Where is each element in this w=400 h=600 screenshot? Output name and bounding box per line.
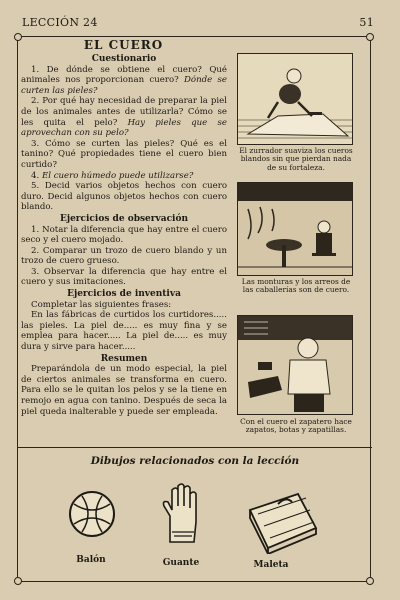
frame-corner bbox=[14, 577, 22, 585]
section-heading-resumen: Resumen bbox=[100, 353, 148, 364]
lesson-number: LECCIÓN 24 bbox=[22, 16, 98, 29]
ball-icon bbox=[66, 488, 118, 544]
glove-label: Guante bbox=[162, 558, 200, 568]
saddlery-workshop-illustration bbox=[237, 182, 353, 276]
illustration-caption: Las monturas y los arreos de las caballerías son de cuero. bbox=[241, 277, 351, 295]
section-divider bbox=[17, 447, 372, 448]
glove-icon bbox=[160, 482, 204, 550]
frame-corner bbox=[366, 577, 374, 585]
question-item: 5. Decid varios objetos hechos con cuero duro. Decid algunos objetos hechos con cuero blando. bbox=[21, 181, 227, 213]
page-number: 51 bbox=[359, 16, 374, 29]
inventiva-body: En las fábricas de curtidos los curtidores..... las pieles. La piel de..... es muy fina y se emplea para hacer..... La piel de..... es muy dura y sirve para hacer..... bbox=[21, 310, 227, 353]
illustration-caption: Con el cuero el zapatero hace zapatos, botas y zapatillas. bbox=[240, 417, 352, 435]
question-item: 1. De dónde se obtiene el cuero? Qué animales nos proporcionan cuero? Dónde se curten las pieles? bbox=[21, 64, 228, 96]
section-heading-inventiva: Ejercicios de inventiva bbox=[67, 289, 181, 300]
exercise-item: 3. Observar la diferencia que hay entre el cuero y sus imitaciones. bbox=[21, 266, 227, 288]
page-title: EL CUERO bbox=[83, 38, 164, 52]
section-heading-observacion: Ejercicios de observación bbox=[59, 213, 189, 224]
section-heading-cuestionario: Cuestionario bbox=[91, 54, 157, 64]
shoemaker-illustration bbox=[237, 315, 353, 415]
inventiva-intro: Completar las siguientes frases: bbox=[31, 299, 172, 310]
currier-scraping-hide-illustration bbox=[237, 53, 353, 145]
question-item: 3. Cómo se curten las pieles? Qué es el tanino? Qué propiedades tiene el cuero bien curtido? bbox=[21, 138, 227, 170]
related-drawings-heading: Dibujos relacionados con la lección bbox=[90, 455, 300, 467]
suitcase-icon bbox=[244, 488, 320, 558]
question-item: 2. Por qué hay necesidad de preparar la piel de los animales antes de utilizarla? Cómo se les quita el pelo? Hay pieles que se aprovechan con su pelo? bbox=[21, 96, 227, 139]
question-item: 4. El cuero húmedo puede utilizarse? bbox=[31, 170, 194, 181]
text-column bbox=[21, 53, 227, 417]
illustration-caption: El zurrador suaviza los cueros blandos sin que pierdan nada de su fortaleza. bbox=[239, 146, 353, 172]
exercise-item: 1. Notar la diferencia que hay entre el cuero seco y el cuero mojado. bbox=[21, 224, 227, 246]
resumen-body: Preparándola de un modo especial, la piel de ciertos animales se transforma en cuero. Para ello se le quitan los pelos y se la tiene en remojo en agua con tanino. Después de seca la piel queda inalterable y puede ser empleada. bbox=[21, 364, 227, 417]
ball-label: Balón bbox=[76, 555, 106, 565]
suitcase-label: Maleta bbox=[253, 560, 289, 570]
frame-corner bbox=[366, 33, 374, 41]
exercise-item: 2. Comparar un trozo de cuero blando y un trozo de cuero grueso. bbox=[21, 245, 227, 267]
